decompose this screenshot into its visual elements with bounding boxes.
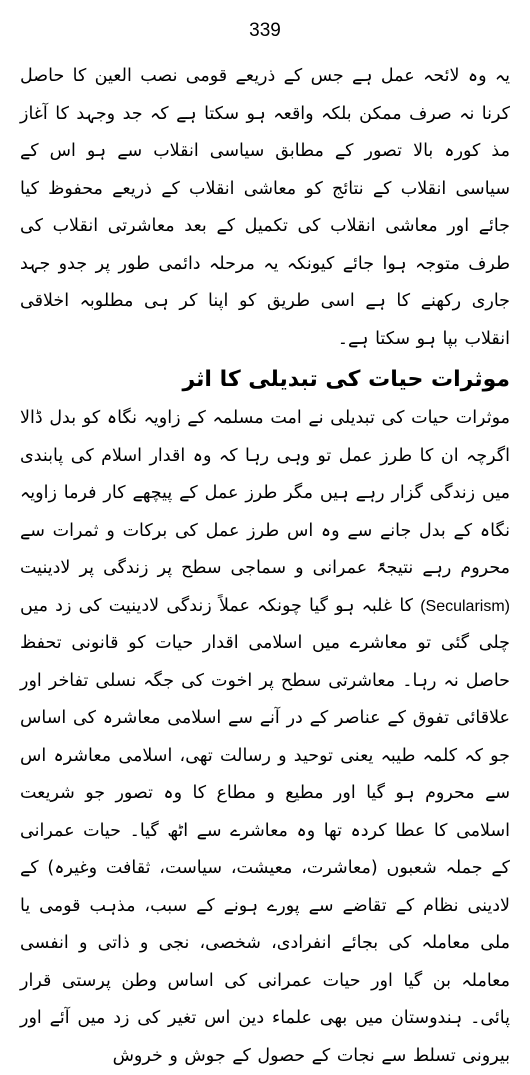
paragraph-main-part-two: کا غلبہ ہو گیا چونکہ عملاً زندگی لادینیت کی زد میں چلی گئی تو معاشرے میں اسلامی اقدار حیات کو قانونی تحفظ حاصل نہ رہا۔ معاشرتی سطح پر اخوت کی جگہ نسلی تفاخر اور علاقائی تفوق کے عناصر کے در آنے سے اسلامی معاشرہ کی اساس جو کہ کلمہ طیبہ یعنی توحید و رسالت تھی، اسلامی معاشرہ اس سے محروم ہو گیا اور مطیع و مطاع کا وہ تصور جو شریعت اسلامی کا عطا کردہ تھا وہ معاشرے سے اٹھ گیا۔ حیات عمرانی کے جملہ شعبوں (معاشرت، معیشت، سیاست، ثقافت وغیرہ) کے لادینی نظام کے تقاضے سے پورے ہونے کے سبب، مذہب قومی یا ملی معاملہ کی بجائے انفرادی، شخصی، نجی و ذاتی و انفسی معاملہ بن گیا اور حیات عمرانی کی اساس وطن پرستی قرار پائی۔ ہندوستان میں بھی علماء دین اس تغیر کی زد میں آئے اور بیرونی تسلط سے نجات کے حصول کے جوش و خروش xyxy=(20,595,510,1066)
page-number: 339 xyxy=(249,20,281,41)
paragraph-main-part-one: موثرات حیات کی تبدیلی نے امت مسلمہ کے زاویہ نگاہ کو بدل ڈالا اگرچہ ان کا طرز عمل تو وہی رہا کہ وہ اقدار اسلام کی پابندی میں زندگی گزار رہے ہیں مگر طرز عمل کے پیچھے کار فرما زاویہ نگاہ کے بدل جانے سے وہ اس طرز عمل کی برکات و ثمرات سے محروم رہے نتیجۃً عمرانی و سماجی سطح پر زندگی پر لادینیت xyxy=(20,408,510,578)
section-heading: موثرات حیات کی تبدیلی کا اثر xyxy=(182,367,510,392)
latin-term: (Secularism) xyxy=(420,597,510,615)
paragraph-main xyxy=(20,400,510,1075)
paragraph-intro: یہ وہ لائحہ عمل ہے جس کے ذریعے قومی نصب العین کا حاصل کرنا نہ صرف ممکن بلکہ واقعہ ہو سکتا ہے کہ جد وجہد کا آغاز مذ کورہ بالا تصور کے مطابق سیاسی انقلاب سے ہو اس کے سیاسی انقلاب کے نتائج کو معاشی انقلاب کے ذریعے محفوظ کیا جائے اور معاشی انقلاب کی تکمیل کے بعد معاشرتی انقلاب کی طرف متوجہ ہوا جائے کیونکہ یہ مرحلہ دائمی طور پر جدو جہد جاری رکھنے کا ہے اسی طریق کو اپنا کر ہی مطلوبہ اخلاقی انقلاب بپا ہو سکتا ہے۔ xyxy=(20,66,510,349)
